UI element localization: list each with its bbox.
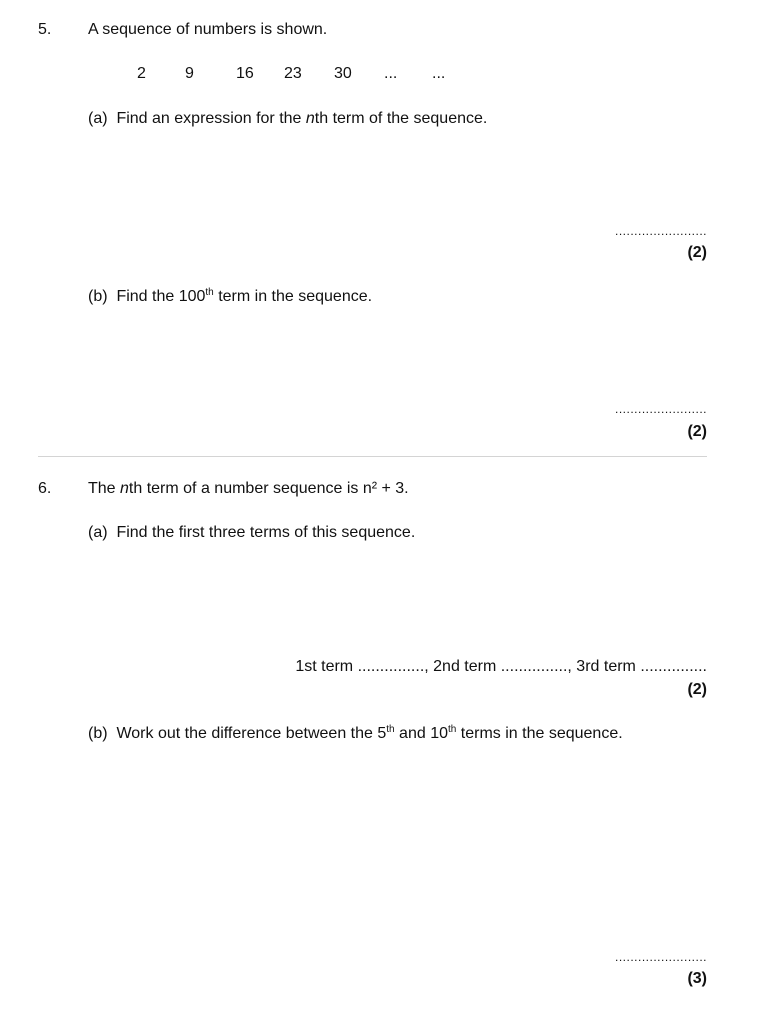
stem-text-italic: n — [120, 480, 129, 497]
superscript: th — [205, 287, 214, 298]
sequence-term: 23 — [284, 65, 302, 82]
question-6-number: 6. — [38, 480, 52, 497]
part-text: term in the sequence. — [213, 288, 373, 305]
part-text: terms in the sequence. — [456, 725, 623, 742]
part-text-italic: n — [305, 110, 315, 127]
question-divider — [38, 456, 707, 457]
stem-text: th term of a number sequence is n² + 3. — [128, 480, 409, 497]
question-5-stem: A sequence of numbers is shown. — [88, 21, 328, 38]
question-5b — [88, 289, 372, 305]
part-text: Find an expression for the — [116, 110, 306, 127]
sequence-ellipsis: ... — [432, 65, 446, 82]
part-label: (b) — [88, 725, 108, 742]
answer-line-6b[interactable]: ........................ — [614, 950, 707, 964]
sequence-term: 2 — [137, 65, 146, 82]
part-label: (a) — [88, 524, 108, 541]
part-label: (a) — [88, 110, 108, 127]
answer-line-5a[interactable]: ........................ — [614, 224, 707, 238]
marks-6a: (2) — [687, 681, 707, 698]
answer-line-5b[interactable]: ........................ — [614, 402, 707, 416]
marks-5b: (2) — [687, 423, 707, 440]
sequence-term: 16 — [236, 65, 254, 82]
stem-text: The — [88, 480, 121, 497]
question-5-number: 5. — [38, 21, 52, 38]
part-label: (b) — [88, 288, 108, 305]
question-6-stem — [88, 481, 409, 497]
part-text: and 10 — [394, 725, 448, 742]
part-text: Work out the difference between the 5 — [116, 725, 387, 742]
part-text: Find the 100 — [116, 288, 206, 305]
sequence-term: 9 — [185, 65, 194, 82]
sequence-ellipsis: ... — [384, 65, 398, 82]
sequence-row — [0, 66, 757, 86]
part-text: th term of the sequence. — [314, 110, 488, 127]
superscript: th — [386, 724, 395, 735]
superscript: th — [448, 724, 457, 735]
question-6b — [88, 726, 623, 742]
part-text: Find the first three terms of this sequence. — [116, 524, 416, 541]
marks-6b: (3) — [687, 970, 707, 987]
question-6a — [88, 525, 415, 541]
marks-5a: (2) — [687, 244, 707, 261]
answer-line-6a[interactable]: 1st term ..............., 2nd term ..............., 3rd term ............... — [295, 658, 707, 675]
question-5a — [88, 111, 487, 127]
sequence-term: 30 — [334, 65, 352, 82]
